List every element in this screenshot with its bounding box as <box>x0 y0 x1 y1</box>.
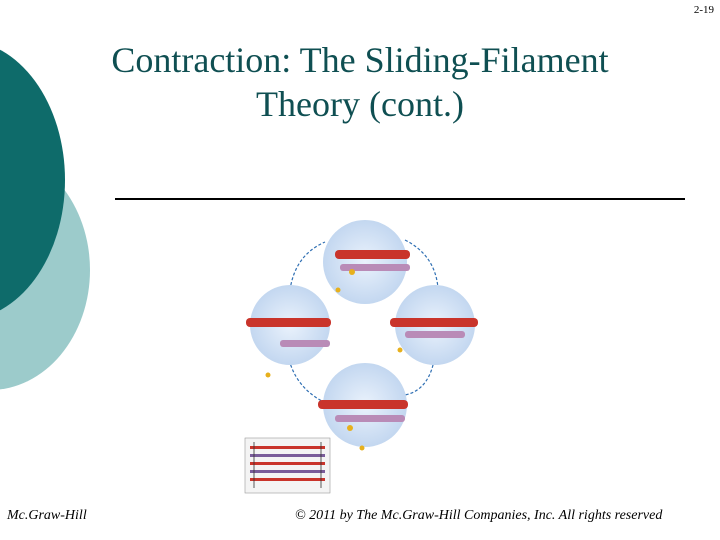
cross-bridge-cycle-diagram <box>240 210 485 500</box>
title-line-2: Theory (cont.) <box>256 84 464 124</box>
title-divider <box>115 198 685 200</box>
stage-left <box>246 285 331 378</box>
stage-top <box>323 220 410 304</box>
cycle-arrow-left-top <box>290 242 325 290</box>
title-line-1: Contraction: The Sliding-Filament <box>111 40 609 80</box>
sarcomere-inset <box>245 438 330 493</box>
stage-right <box>390 285 478 365</box>
footer-publisher: Mc.Graw-Hill <box>7 508 87 523</box>
slide-title <box>60 38 660 126</box>
cycle-arrow-top-right <box>405 240 438 288</box>
stage-bottom <box>318 363 408 451</box>
cross-bridge-cycle-figure <box>240 210 485 500</box>
footer-copyright: © 2011 by The Mc.Graw-Hill Companies, Inc. All rights reserved <box>295 508 663 523</box>
slide-number: 2-19 <box>693 4 714 16</box>
